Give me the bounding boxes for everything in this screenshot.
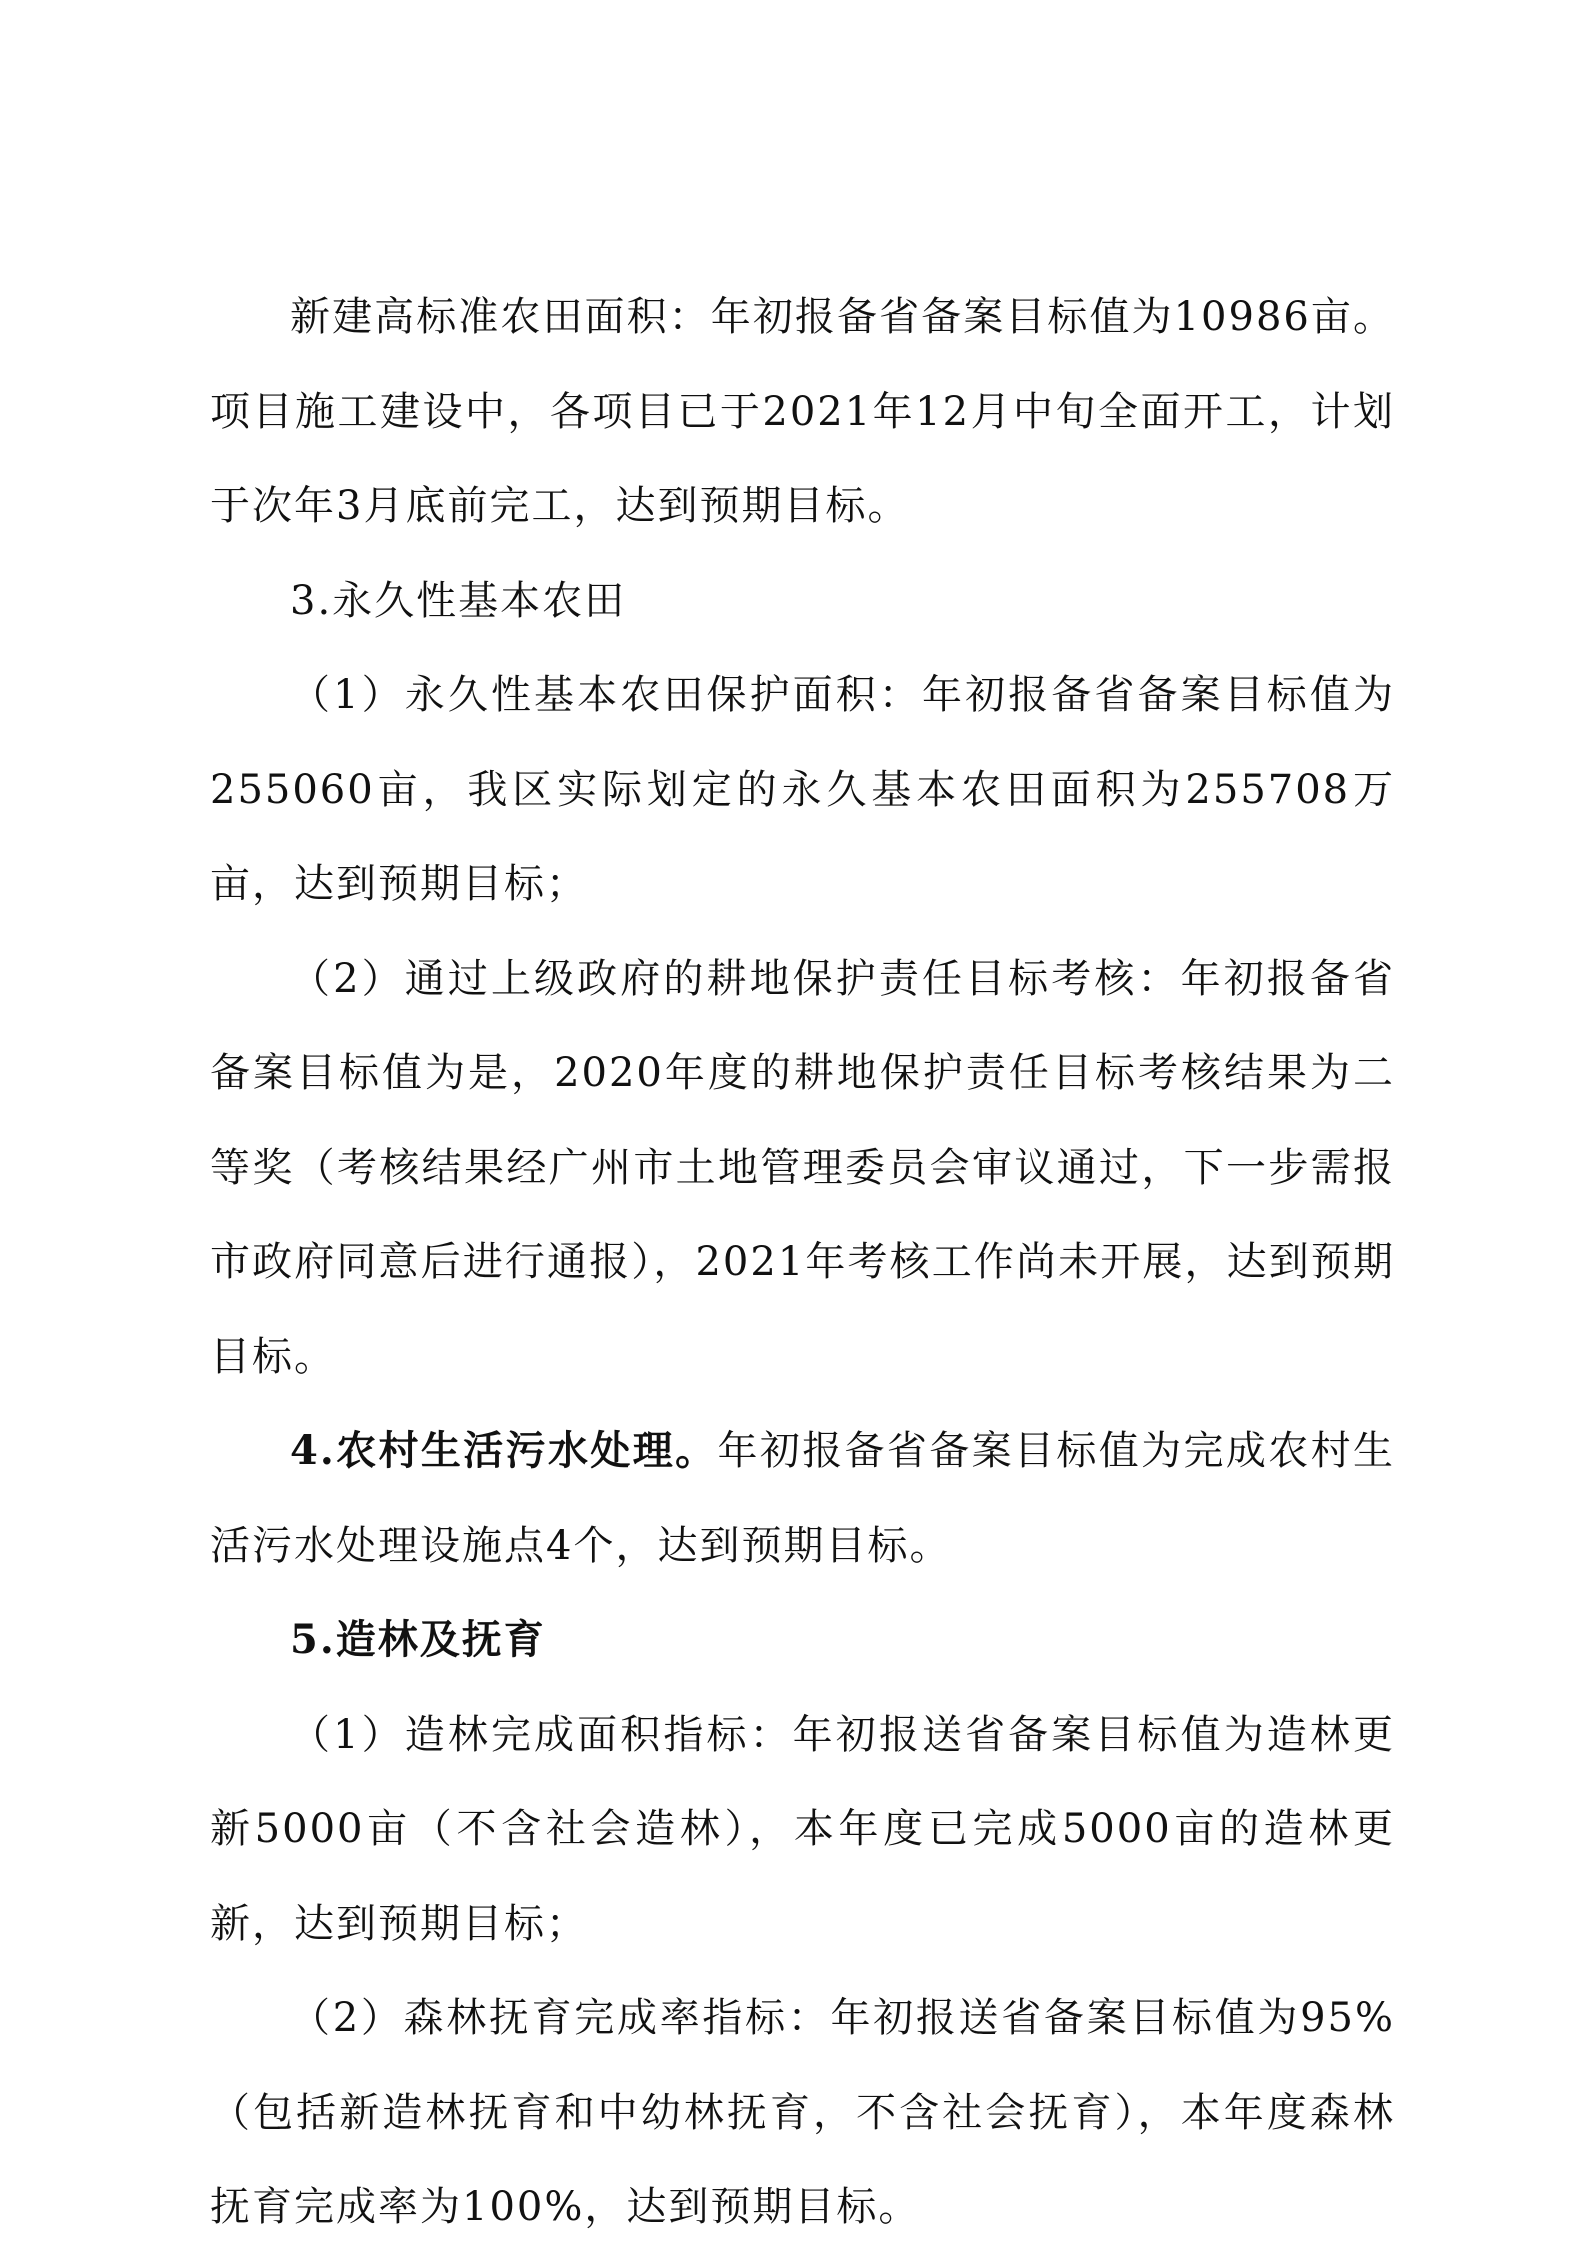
paragraph-forest-tending-rate: （2）森林抚育完成率指标：年初报送省备案目标值为95%（包括新造林抚育和中幼林抚育，不含社会抚育），本年度森林抚育完成率为100%，达到预期目标。: [210, 1995, 1395, 2230]
rural-sewage-title: 4.农村生活污水处理。: [290, 1427, 718, 1474]
paragraph-farmland-protection-area: （1）永久性基本农田保护面积：年初报备省备案目标值为255060亩，我区实际划定的永久基本农田面积为255708万亩，达到预期目标；: [210, 672, 1395, 907]
section-heading-permanent-farmland: 3.永久性基本农田: [290, 577, 627, 624]
rural-sewage-text: 年初报备省备案目标值为完成农村生活污水处理设施点4个，达到预期目标。: [210, 1428, 1395, 1569]
paragraph-rural-sewage: [210, 1404, 1395, 1593]
paragraph-new-farmland: 新建高标准农田面积：年初报备省备案目标值为10986亩。项目施工建设中，各项目已于2021年12月中旬全面开工，计划于次年3月底前完工，达到预期目标。: [210, 294, 1395, 529]
document-body: [210, 270, 1395, 2255]
section-heading-afforestation: 5.造林及抚育: [290, 1616, 546, 1663]
paragraph-farmland-assessment: （2）通过上级政府的耕地保护责任目标考核：年初报备省备案目标值为是，2020年度的耕地保护责任目标考核结果为二等奖（考核结果经广州市土地管理委员会审议通过，下一步需报市政府同意后进行通报），2021年考核工作尚未开展，达到预期目标。: [210, 955, 1395, 1380]
paragraph-afforestation-area: （1）造林完成面积指标：年初报送省备案目标值为造林更新5000亩（不含社会造林），本年度已完成5000亩的造林更新，达到预期目标；: [210, 1711, 1395, 1947]
